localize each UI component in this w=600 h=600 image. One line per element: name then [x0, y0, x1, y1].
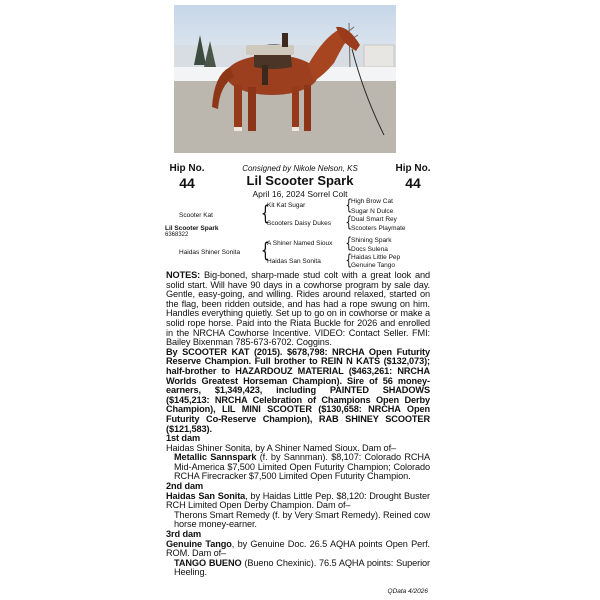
sire-dam-sire: Dual Smart Rey [351, 216, 397, 223]
dam-sire-dam: Docs Sulena [351, 246, 388, 253]
horse-photo [174, 5, 396, 153]
third-dam-heading: 3rd dam [166, 529, 202, 540]
hip-label: Hip No. [395, 163, 431, 174]
notes-label: NOTES: [166, 270, 201, 280]
dam-sire-sire: Shining Spark [351, 237, 392, 244]
third-dam-name: Genuine Tango [166, 538, 232, 549]
bracket: { [345, 213, 353, 231]
sire-summary: By SCOOTER KAT (2015). $678,798: NRCHA Open Futurity Reserve Champion. Full brother to REIN N KATS ($132,073); half-brother to HAZARDOUZ MATERIAL ($463,261: NRCHA Worlds Greatest Horseman Champion). Sire of 56 money-earners, $1,349,423, including PAINTED SHADOWS ($145,213: NRCHA Celebration of Champions Open Derby Champion), LIL MINI SCOOTER ($130,658: NRCHA Open Futurity Co-Reserve Champion), RAB SHINEY SCOOTER ($121,583). [166, 346, 430, 434]
hip-number: 44 [179, 175, 195, 191]
bracket: { [345, 196, 353, 214]
hip-number: 44 [405, 175, 421, 191]
sire: Scooter Kat [179, 212, 213, 219]
first-dam-line: Haidas Shiner Sonita, by A Shiner Named Sioux. Dam of– [166, 442, 397, 453]
produce-text: (f. by Sannman). $8,107: Colorado RCHA Mid-America $7,500 Limited Open Futurity Champion; Colorado RCHA Firecracker $7,500 Limited Open Futurity Champion. [174, 452, 430, 482]
bracket: { [260, 238, 270, 262]
first-dam-produce [166, 453, 430, 482]
bracket: { [260, 201, 270, 225]
second-dam-heading: 2nd dam [166, 481, 204, 492]
hip-label: Hip No. [169, 163, 205, 174]
sire-sire: Kit Kat Sugar [267, 202, 306, 209]
dam-dam-sire: Haidas Little Pep [351, 254, 401, 261]
dam-dam: Haidas San Sonita [267, 258, 321, 265]
produce-name: TANGO BUENO [174, 557, 242, 568]
third-dam-produce [166, 559, 430, 578]
bracket: { [345, 234, 353, 252]
lot-header [165, 163, 435, 203]
dam-sire: A Shiner Named Sioux [267, 240, 333, 247]
subject-horse: Lil Scooter Spark [165, 225, 219, 232]
horse-name: Lil Scooter Spark [246, 173, 354, 188]
horse-illustration [174, 5, 396, 153]
second-dam-text: , by Haidas Little Pep. $8,120: Drought Buster RCH Limited Open Derby Champion. Dam of– [166, 490, 430, 511]
produce-text: (Bueno Chexinic). 76.5 AQHA points: Superior Heeling. [174, 557, 430, 578]
notes-text: Big-boned, sharp-made stud colt with a great look and solid start. Will have 90 days in a cowhorse program by sale day. Gentle, easy-going, and willing. Rides around relaxed, started on the flag, been ridden outside, and has had a rope swung on him. Handles everything quietly. Set up to go on in cowhorse or make a solid rope horse. Paid into the Riata Buckle for 2026 and enrolled in the NRCHA Cowhorse Incentive. VIDEO: Contact Seller. FMI: Bailey Bixenman 785-673-6702. Coggins. [166, 270, 430, 348]
second-dam-line [166, 492, 430, 511]
catalog-text [166, 271, 430, 578]
sire-dam-dam: Scooters Playmate [351, 225, 406, 232]
footer-credit: QData 4/2026 [387, 588, 428, 595]
consignor: Consigned by Nikole Nelson, KS [242, 164, 358, 173]
dam-dam-dam: Genuine Tango [351, 262, 395, 269]
first-dam-heading: 1st dam [166, 433, 201, 444]
foaling-info: April 16, 2024 Sorrel Colt [252, 189, 348, 199]
registration-number: 6368322 [165, 232, 189, 238]
bracket: { [345, 251, 353, 269]
produce-name: Metallic Sannspark [174, 452, 257, 463]
dam: Haidas Shiner Sonita [179, 249, 241, 256]
pedigree-chart [165, 198, 435, 270]
second-dam-produce: Therons Smart Remedy (f. by Very Smart Remedy). Reined cow horse money-earner. [174, 509, 430, 530]
second-dam-name: Haidas San Sonita [166, 490, 246, 501]
sire-sire-dam: Sugar N Dulce [351, 208, 394, 215]
hip-number-right [391, 163, 435, 191]
notes-paragraph [166, 271, 430, 348]
sire-sire-sire: High Brow Cat [351, 198, 393, 205]
sire-dam: Scooters Daisy Dukes [267, 220, 331, 227]
third-dam-line [166, 540, 430, 559]
hip-number-left [165, 163, 209, 191]
third-dam-text: , by Genuine Doc. 26.5 AQHA points Open Perf. ROM. Dam of– [166, 538, 430, 559]
